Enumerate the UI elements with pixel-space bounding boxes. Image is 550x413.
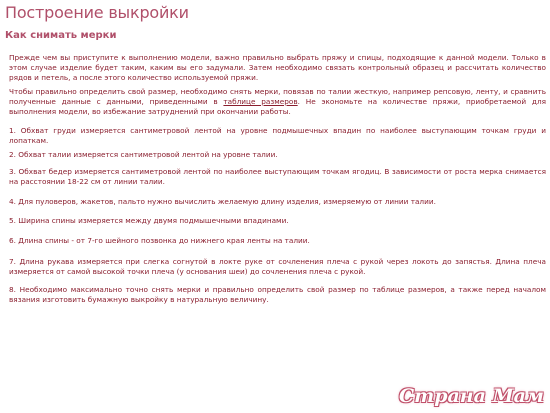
measure-paragraph (9, 87, 546, 117)
intro-text: Прежде чем вы приступите к выполнению модели, важно правильно выбрать пряжу и спицы, подходящие к данной модели. Только в этом случае изделие будет таким, каким вы его задумали. Затем необходимо связать контрольный образец и рассчитать количество рядов и петель, а после этого количество используемой пряжи. (9, 53, 546, 82)
list-item-2 (9, 150, 546, 160)
list-item-text: 7. Длина рукава измеряется при слегка согнутой в локте руке от сочленения плеча с рукой через локоть до запястья. Длина плеча измеряется от самой высокой точки плеча (у основания шеи) до сочленения плеча с рукой. (9, 257, 546, 276)
list-item-text: 8. Необходимо максимально точно снять мерки и правильно определить свой размер по таблице размеров, а также перед началом вязания изготовить бумажную выкройку в натуральную величину. (9, 285, 546, 304)
section-title: Как снимать мерки (5, 30, 117, 41)
page-title: Построение выкройки (5, 3, 189, 22)
list-item-5 (9, 216, 546, 226)
list-item-6 (9, 236, 546, 246)
measure-text (9, 87, 546, 117)
list-item-7 (9, 257, 546, 277)
list-item-text: 5. Ширина спины измеряется между двумя подмышечными впадинами. (9, 216, 289, 225)
watermark-logo: Страна Мам (398, 385, 544, 407)
measure-text-before: Чтобы правильно определить свой размер, необходимо снять мерки, повязав по талии жесткую, например репсовую, ленту, и сравнить полученные данные с данными, приведенными в (9, 87, 546, 106)
intro-paragraph (9, 53, 546, 83)
list-item-3 (9, 167, 546, 187)
list-item-1 (9, 126, 546, 146)
list-item-text: 1. Обхват груди измеряется сантиметровой лентой на уровне подмышечных впадин по наиболее выступающим точкам груди и лопаткам. (9, 126, 546, 145)
list-item-4 (9, 197, 546, 207)
list-item-text: 3. Обхват бедер измеряется сантиметровой лентой по наиболее выступающим точкам ягодиц. В зависимости от роста мерка снимается на расстоянии 18-22 см от линии талии. (9, 167, 546, 186)
list-item-text: 6. Длина спины - от 7-го шейного позвонка до нижнего края ленты на талии. (9, 236, 310, 245)
list-item-8 (9, 285, 546, 305)
size-table-link[interactable]: таблице размеров (223, 97, 298, 106)
measure-text-after: . Не экономьте на количестве пряжи, приобретаемой для выполнения модели, во избежание затруднений при окончании работы. (9, 97, 546, 116)
list-item-text: 4. Для пуловеров, жакетов, пальто нужно вычислить желаемую длину изделия, измеряемую от линии талии. (9, 197, 436, 206)
list-item-text: 2. Обхват талии измеряется сантиметровой лентой на уровне талии. (9, 150, 278, 159)
